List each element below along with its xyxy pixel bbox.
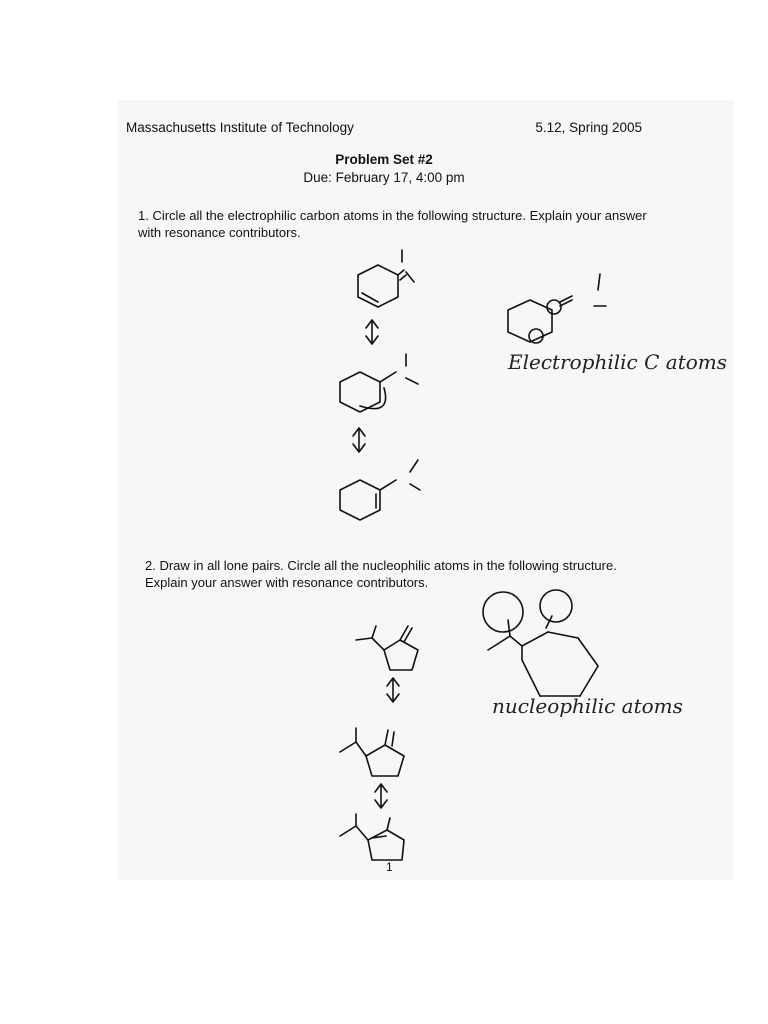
problem-set-title: Problem Set #2 (335, 152, 433, 167)
q2-resonance-arrow-2 (375, 784, 387, 808)
q2-resonance-arrow-1 (387, 678, 399, 702)
q1-handwritten-note: Electrophilic C atoms (508, 350, 727, 374)
course-info: 5.12, Spring 2005 (535, 120, 642, 135)
q1-resonance-arrow-2 (353, 428, 365, 452)
q2-handwritten-note: nucleophilic atoms (492, 694, 683, 718)
q1-resonance-arrow-1 (366, 320, 378, 344)
question-1: 1. Circle all the electrophilic carbon atoms in the following structure. Explain your answer with resonance contributors. (138, 208, 647, 240)
q2-structure-3 (340, 814, 404, 860)
page-number: 1 (386, 860, 393, 874)
q2-answer-structure (483, 590, 598, 696)
q2-structure-2 (340, 728, 404, 776)
due-date: Due: February 17, 4:00 pm (303, 170, 465, 185)
q2-structure-1 (356, 626, 418, 670)
question-2: 2. Draw in all lone pairs. Circle all the nucleophilic atoms in the following structure. Explain your answer with resonance contributors. (145, 558, 617, 590)
q1-structure-2 (340, 354, 418, 412)
q1-structure-1 (358, 250, 414, 307)
q1-structure-3 (340, 460, 420, 520)
institution-name: Massachusetts Institute of Technology (126, 120, 354, 135)
q1-answer-structure (508, 274, 606, 343)
